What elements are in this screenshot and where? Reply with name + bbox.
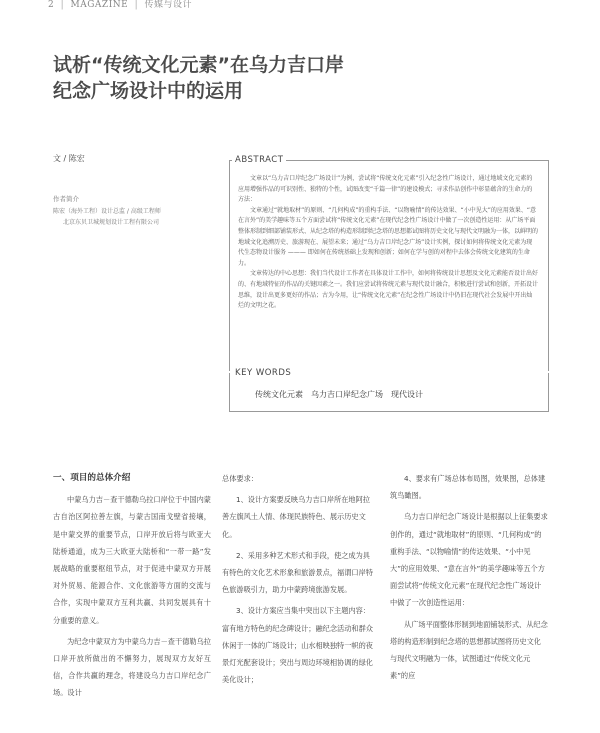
title-line-1: 试析“传统文化元素”在乌力吉口岸 bbox=[53, 54, 344, 76]
running-header bbox=[48, 0, 192, 10]
abstract-text bbox=[238, 174, 538, 312]
body-column-2 bbox=[222, 470, 377, 688]
body-paragraph: 总体要求： bbox=[222, 474, 258, 483]
body-paragraph: 为纪念中蒙双方为中蒙乌力吉－查干德勒乌拉口岸开放所做出的不懈努力，展现双方友好互信，合作共赢的理念，将建设乌力吉口岸纪念广场。设计 bbox=[53, 636, 211, 698]
abstract-label: ABSTRACT bbox=[232, 155, 286, 165]
abstract-paragraph: 文章通过“就地取材”的原则、“几何构成”的重构手法、“以物喻情”的传达效果、“小中见大”的应用效果、“意在言外”的美学趣味等五个方面尝试将“传统文化元素”在现代纪念性广场设计中做了一次创造性运用：从广场平面整体形制到细部铺装形式、从纪念塔的构造形制到纪念塔的思想都试图将历史文化与现代文明融为一体，以鲜明的地域文化追溯历史、旅游现在、展望未来；通过“乌力吉口岸纪念广场”设计实例，探讨如何将传统文化元素为现代生态物设计服务 ——— 即如何在传统基础上发现和创新；如何在学与创的对程中去体会传统文化建筑的生命力。 bbox=[238, 206, 539, 267]
abstract-paragraph: 文章以“乌力吉口岸纪念广场设计”为例，尝试将“传统文化元素”引入纪念性广场设计，通过地域文化元素的应用增强作品的可识别性、独特的个性，试图改变“千篇一律”的建设模式；寻求作品创作中彰显蕴含的生命力的方法： bbox=[238, 175, 533, 204]
keywords-text: 传统文化元素 乌力吉口岸纪念广场 现代设计 bbox=[255, 390, 423, 399]
author-bio bbox=[53, 206, 225, 228]
magazine-name: MAGAZINE bbox=[70, 0, 129, 10]
article-title bbox=[53, 52, 344, 104]
keywords-label: KEY WORDS bbox=[232, 368, 294, 378]
body-paragraph: 1、设计方案要反映乌力吉口岸所在地阿拉善左旗风土人情、体现民族特色、展示历史文化。 bbox=[222, 495, 370, 539]
body-paragraph: 4、要求有广场总体布局图，效果图，总体建筑鸟瞰图。 bbox=[390, 474, 546, 501]
author-bio-line: 北京东贝卫城规划设计工程有限公司 bbox=[63, 219, 160, 226]
header-separator: | bbox=[60, 0, 65, 10]
abstract-paragraph: 文章传达的中心思想：我们当代设计工作者在具体设计工作中，如何将传统设计思想及文化元素能否设计出好的、有地域特征的作品的关键因素之一。我们应尝试将传统元素与现代设计融合，积极进行尝试和创新，开拓设计思维，设计出更多更好的作品；古为今用，让“传统文化元素”在纪念性广场设计中仍旧在现代社会发展中开出灿烂的文明之花。 bbox=[238, 270, 539, 310]
body-paragraph: 2、采用多种艺术形式和手段，使之成为具有特色的文化艺术形象和旅游景点，福谓口岸特色旅游吸引力，助力中蒙跨境旅游发展。 bbox=[222, 550, 373, 595]
section-name: 传媒与设计 bbox=[144, 0, 193, 10]
body-paragraph: 3、设计方案应当集中突出以下主题内容：富有地方特色的纪念碑设计；融纪念活动和群众休闲于一体的广场设计；山水相映独特一帜的夜景灯光配套设计；突出与周边环境相协调的绿化美化设计； bbox=[222, 606, 373, 685]
author-byline: 文 / 陈宏 bbox=[53, 154, 85, 163]
header-separator: | bbox=[134, 0, 139, 10]
page-number: 2 bbox=[48, 0, 55, 10]
body-paragraph: 乌力吉口岸纪念广场设计是根据以上征集要求创作的，通过“就地取材”的原则、“几何构成”的重构手法、“以物喻情”的传达效果、“小中见大”的应用效果、“意在言外”的美学趣味等五个方面尝试将“传统文化元素”在现代纪念性广场设计中做了一次创造性运用： bbox=[390, 512, 548, 608]
author-bio-line: 陈宏（海外工程）设计总监 / 高级工程师 bbox=[53, 208, 161, 215]
body-paragraph: 从广场平面整体形制到地面铺装形式、从纪念塔的构造形制到纪念塔的思想都试图将历史文化与现代文明融为一体，试图通过“传统文化元素”的应 bbox=[390, 619, 548, 681]
title-line-2: 纪念广场设计中的运用 bbox=[53, 80, 244, 102]
section-heading: 一、项目的总体介绍 bbox=[53, 473, 131, 483]
author-bio-heading: 作者简介 bbox=[53, 195, 79, 203]
body-column-3 bbox=[390, 470, 548, 684]
body-column-1 bbox=[53, 470, 211, 702]
body-paragraph: 中蒙乌力吉－查干德勒乌拉口岸位于中国内蒙古自治区阿拉善左旗，与蒙古国南戈壁省接壤，是中蒙交界的重要节点，口岸开放后将与欧亚大陆桥通道，成为三大欧亚大陆桥和“一带一路”发展战略的重要枢纽节点，对于促进中蒙双方开展对外贸易、能源合作、文化旅游等方面的交流与合作，实现中蒙双方互利共赢、共同发展具有十分重要的意义。 bbox=[53, 495, 211, 625]
